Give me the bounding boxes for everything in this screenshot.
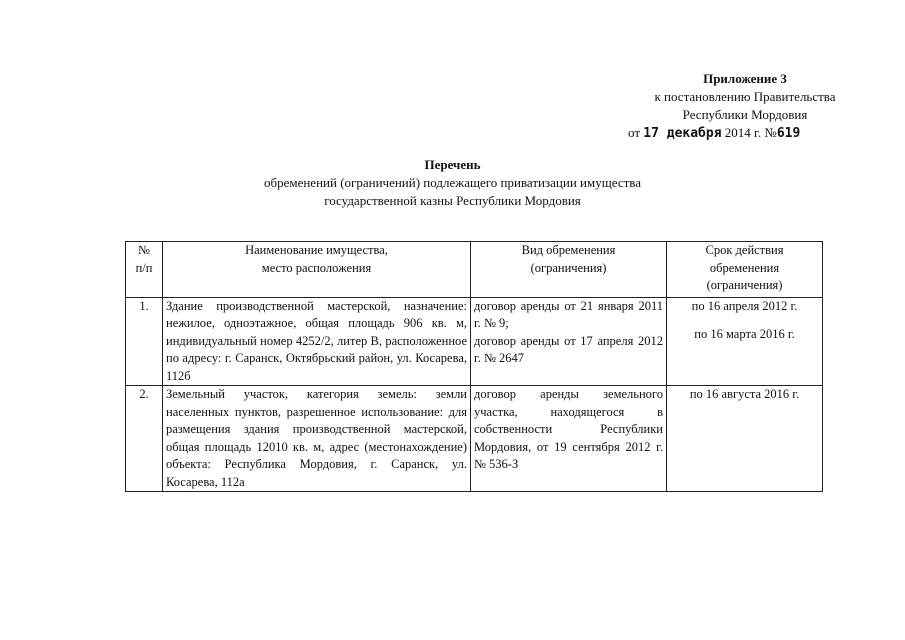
- encumbrance-type: [471, 297, 667, 386]
- header-term: [667, 242, 823, 298]
- date-year: 2014 г. №: [724, 125, 777, 140]
- encumbrance-term: [667, 297, 823, 386]
- header-num-line-1: №: [138, 243, 150, 257]
- encumbrance-type-item: договор аренды от 21 января 2011 г. № 9;: [474, 298, 663, 330]
- document-heading: [200, 156, 705, 210]
- encumbrance-term: [667, 386, 823, 492]
- encumbrance-term-item: по 16 апреля 2012 г.: [691, 298, 798, 313]
- header-name: [163, 242, 471, 298]
- property-name: Здание производственной мастерской, назначение: нежилое, одноэтажное, общая площадь 906 кв. м, индивидуальный номер 4252/2, литер В, расположенное по адресу: г. Саранск, Октябрьский район, ул. Косарева, 112б: [163, 297, 471, 386]
- date-prefix: от: [628, 125, 641, 140]
- header-term-line-2: обременения: [709, 260, 780, 275]
- term-spacer: [670, 315, 819, 326]
- appendix-block: [620, 70, 870, 143]
- table-row: [126, 386, 823, 492]
- heading-line-1: обременений (ограничений) подлежащего приватизации имущества: [263, 175, 642, 190]
- appendix-line-1: к постановлению Правительства: [654, 89, 836, 104]
- table-header-row: [126, 242, 823, 298]
- appendix-date-line: [620, 124, 870, 143]
- row-number: 2.: [126, 386, 163, 492]
- encumbrance-type-item: договор аренды от 17 апреля 2012 г. № 2647: [474, 333, 663, 365]
- appendix-title: Приложение 3: [703, 71, 787, 86]
- heading-line-2: государственной казны Республики Мордовия: [324, 193, 581, 208]
- header-num-line-2: п/п: [135, 260, 153, 275]
- row-number: 1.: [126, 297, 163, 386]
- encumbrance-term-item: по 16 марта 2016 г.: [694, 327, 795, 341]
- table-row: [126, 297, 823, 386]
- header-type-line-1: Вид обременения: [521, 243, 616, 257]
- encumbrance-term-item: по 16 августа 2016 г.: [689, 387, 800, 401]
- document-number: 619: [776, 126, 801, 141]
- date-day-month: 17 декабря: [643, 126, 722, 141]
- header-name-line-1: Наименование имущества,: [245, 243, 388, 257]
- encumbrance-table: [125, 241, 823, 492]
- header-term-line-1: Срок действия: [705, 243, 784, 257]
- header-type: [471, 242, 667, 298]
- appendix-line-2: Республики Мордовия: [682, 107, 808, 122]
- header-name-line-2: место расположения: [261, 260, 372, 275]
- encumbrance-type: [471, 386, 667, 492]
- header-term-line-3: (ограничения): [706, 278, 783, 292]
- header-type-line-2: (ограничения): [530, 260, 607, 275]
- property-name: Земельный участок, категория земель: земли населенных пунктов, разрешенное использование: для размещения здания производственной мастерской, общая площадь 12010 кв. м, адрес (местонахождение) объекта: Республика Мордовия, г. Саранск, ул. Косарева, 112а: [163, 386, 471, 492]
- encumbrance-type-item: договор аренды земельного участка, находящегося в собственности Республики Мордовия, от 19 сентября 2012 г. № 536-З: [474, 387, 663, 471]
- heading-title: Перечень: [424, 157, 481, 172]
- header-num: [126, 242, 163, 298]
